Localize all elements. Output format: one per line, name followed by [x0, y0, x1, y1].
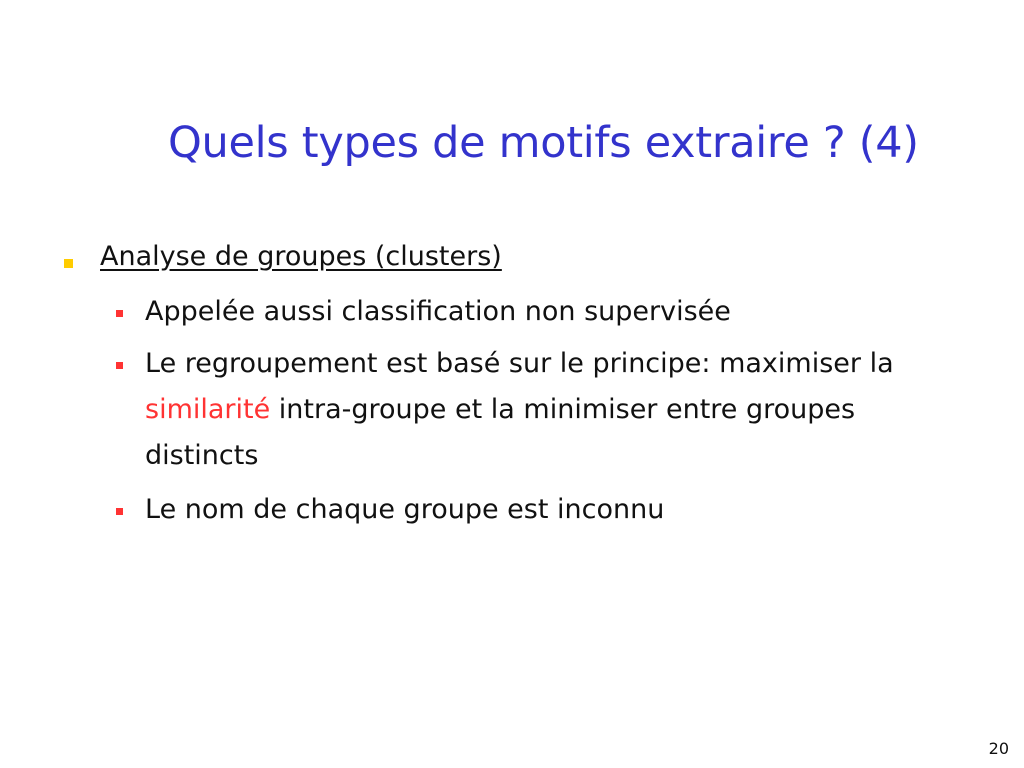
slide-title: Quels types de motifs extraire ? (4) [168, 118, 919, 168]
sub-bullet-appelee: Appelée aussi classification non supervisée [145, 296, 731, 327]
level2-bullet-icon [116, 310, 123, 317]
sub-bullet-regroupement-line1: Le regroupement est basé sur le principe: maximiser la [145, 348, 894, 379]
page-number: 20 [988, 739, 1009, 758]
sub-bullet-regroupement-line2 [145, 387, 855, 433]
level2-bullet-icon [116, 508, 123, 515]
bullet-analyse-groupes: Analyse de groupes (clusters) [100, 241, 502, 272]
sub-bullet-nom-groupe: Le nom de chaque groupe est inconnu [145, 494, 665, 525]
level2-bullet-icon [116, 362, 123, 369]
regroupement-line2-rest: intra-groupe et la minimiser entre groupes [270, 394, 856, 425]
level1-bullet-icon [64, 259, 73, 268]
sub-bullet-regroupement-line3: distincts [145, 440, 259, 471]
similarite-highlight: similarité [145, 394, 271, 425]
